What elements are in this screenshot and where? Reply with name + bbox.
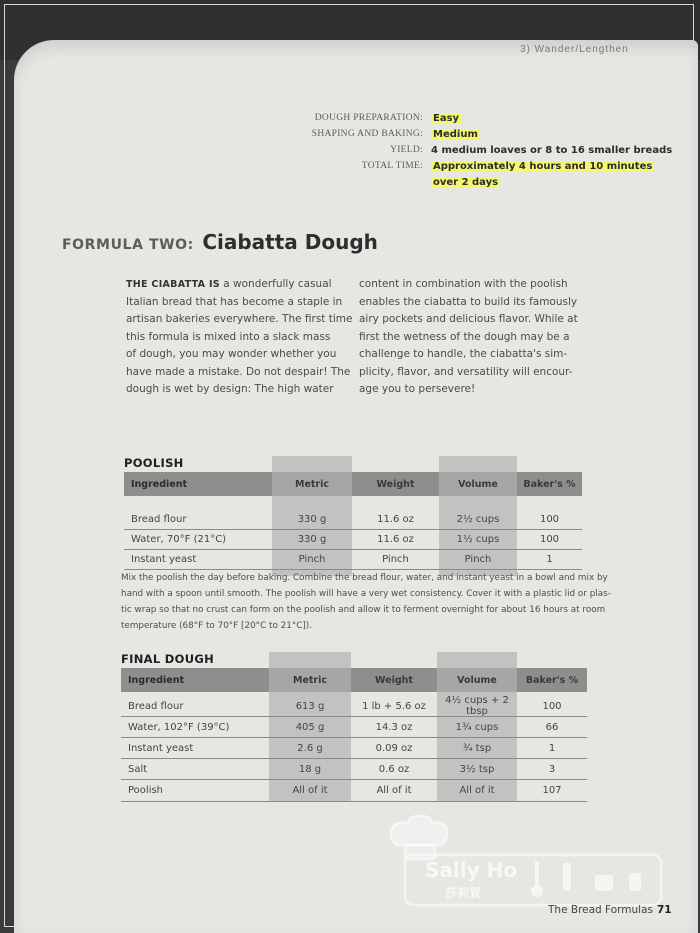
table-row [124,550,582,570]
meta-row-shaping [300,126,680,142]
header-cell: Baker's % [525,674,579,686]
intro-line: first the wetness of the dough may be a [359,330,570,343]
meta-value: Approximately 4 hours and 10 minutes [433,160,653,172]
meta-label: TOTAL TIME: [361,161,423,171]
watermark-subtext: 莎莉賀 [445,886,482,900]
table-cell: Instant yeast [131,554,197,565]
recipe-meta [300,110,680,190]
page-footer [548,904,672,916]
header-fragment: 3) Wander/Lengthen [520,44,629,55]
table-cell: 100 [539,534,560,545]
table-cell: 330 g [297,534,327,545]
table-cell: 0.6 oz [378,763,410,775]
intro-line-text: a wonderfully casual [219,278,332,290]
table-cell: Salt [128,763,148,775]
table-cell: 18 g [298,763,322,775]
final-dough-table [121,666,587,802]
poolish-title: POOLISH [124,456,184,470]
intro-line: have made a mistake. Do not despair! The [126,365,351,378]
note-line: hand with a spoon until smooth. The poolish will have a very wet consistency. Cover it with a plastic lid or plas- [121,589,611,599]
intro-line: airy pockets and delicious flavor. While at [359,313,578,325]
intro-line: of dough, you may wonder whether you [126,348,337,360]
intro-line: Italian bread that has become a staple in [126,295,343,308]
meta-continuation-row [300,174,680,190]
table-cell: Pinch [464,554,492,565]
intro-line: dough is wet by design: The high water [126,383,334,395]
table-cell: 1 [548,742,556,754]
table-cell: Instant yeast [128,742,194,754]
intro-line: artisan bakeries everywhere. The first time [126,313,353,325]
intro-line: challenge to handle, the ciabatta's sim- [359,348,568,360]
table-cell: Bread flour [128,700,184,712]
table-cell: All of it [292,785,328,796]
table-cell: 613 g [295,700,325,712]
page-number: 71 [656,904,672,916]
table-row [124,510,582,530]
table-cell: 66 [545,721,559,733]
meta-label: YIELD: [390,145,423,155]
table-cell: ¾ tsp [462,742,492,754]
sally-ho-watermark [385,815,665,910]
poolish-header-row [124,472,582,496]
header-cell: Volume [457,674,497,686]
intro-line [126,276,346,294]
table-cell: 0.09 oz [375,742,413,754]
table-cell: 100 [542,700,562,712]
final-dough-header-row [121,668,587,692]
table-cell: 1 [546,554,553,565]
table-row [121,696,587,717]
note-line: Mix the poolish the day before baking. Combine the bread flour, water, and instant yeast in a bowl and mix by [121,573,608,583]
meta-label: SHAPING AND BAKING: [311,129,423,139]
table-cell: Pinch [382,554,409,565]
table-cell: Bread flour [131,514,187,525]
table-row [121,738,587,759]
intro-line: this formula is mixed into a slack mass [126,330,331,343]
table-cell: 11.6 oz [377,514,414,525]
intro-line: enables the ciabatta to build its famously [359,295,578,308]
chef-hat-icon [385,815,665,910]
table-cell: Pinch [298,554,326,565]
final-dough-title: FINAL DOUGH [121,652,215,666]
intro-line: plicity, flavor, and versatility will encour- [359,365,573,378]
table-cell: 1 lb + 5.6 oz [362,700,426,712]
table-cell: 14.3 oz [375,721,413,733]
header-cell: Weight [376,478,415,490]
table-cell: 1½ cups [456,534,500,545]
table-cell: 3 [548,763,556,775]
table-row [121,717,587,738]
note-line: temperature (68°F to 70°F [20°C to 21°C]). [121,621,313,631]
table-row [121,759,587,780]
table-row [121,780,587,802]
meta-continuation: over 2 days [433,176,499,188]
intro-column-left [126,276,353,399]
table-cell: Poolish [128,785,164,796]
title-main: Ciabatta Dough [202,230,378,254]
meta-value: Medium [433,128,478,140]
intro-lead: THE CIABATTA IS [126,279,220,290]
table-cell: 100 [539,514,560,525]
note-line: tic wrap so that no crust can form on the poolish and allow it to ferment overnight for about 16 hours at room [121,605,606,615]
table-row [124,530,582,550]
poolish-table [124,470,582,576]
formula-title [62,230,378,254]
meta-value: Easy [433,112,460,124]
table-cell: 2.6 g [297,742,323,754]
table-cell: 4½ cups + 2 tbsp [445,695,509,717]
watermark-text: Sally Ho [425,858,518,882]
intro-column-right [359,276,579,399]
table-cell: 3½ tsp [459,763,495,775]
table-cell: 107 [542,785,562,796]
table-cell: 2½ cups [456,514,500,525]
table-cell: 11.6 oz [377,534,414,545]
intro-line: age you to persevere! [359,383,476,395]
final-dough-table-section [121,652,587,802]
table-cell: 405 g [295,721,325,733]
poolish-instructions [121,570,611,634]
header-cell: Ingredient [128,674,185,686]
title-prefix: FORMULA TWO: [62,237,194,253]
header-cell: Weight [375,674,413,686]
meta-label: DOUGH PREPARATION: [314,113,423,123]
table-cell: 330 g [297,514,327,525]
footer-section: The Bread Formulas [548,904,653,916]
table-cell: Water, 102°F (39°C) [128,721,230,733]
intro-line: content in combination with the poolish [359,278,568,290]
meta-row-total-time [300,158,680,174]
table-cell: All of it [376,785,412,796]
header-cell: Volume [458,478,498,490]
table-cell: All of it [459,785,495,796]
table-cell: Water, 70°F (21°C) [131,534,227,545]
header-cell: Ingredient [131,478,188,490]
meta-row-preparation [300,110,680,126]
meta-value: 4 medium loaves or 8 to 16 smaller breads [431,144,673,156]
header-cell: Metric [292,674,327,686]
poolish-table-section [124,456,582,576]
meta-row-yield [300,142,680,158]
table-cell: 1¾ cups [455,721,499,733]
header-cell: Baker's % [523,478,576,490]
header-cell: Metric [294,478,329,490]
